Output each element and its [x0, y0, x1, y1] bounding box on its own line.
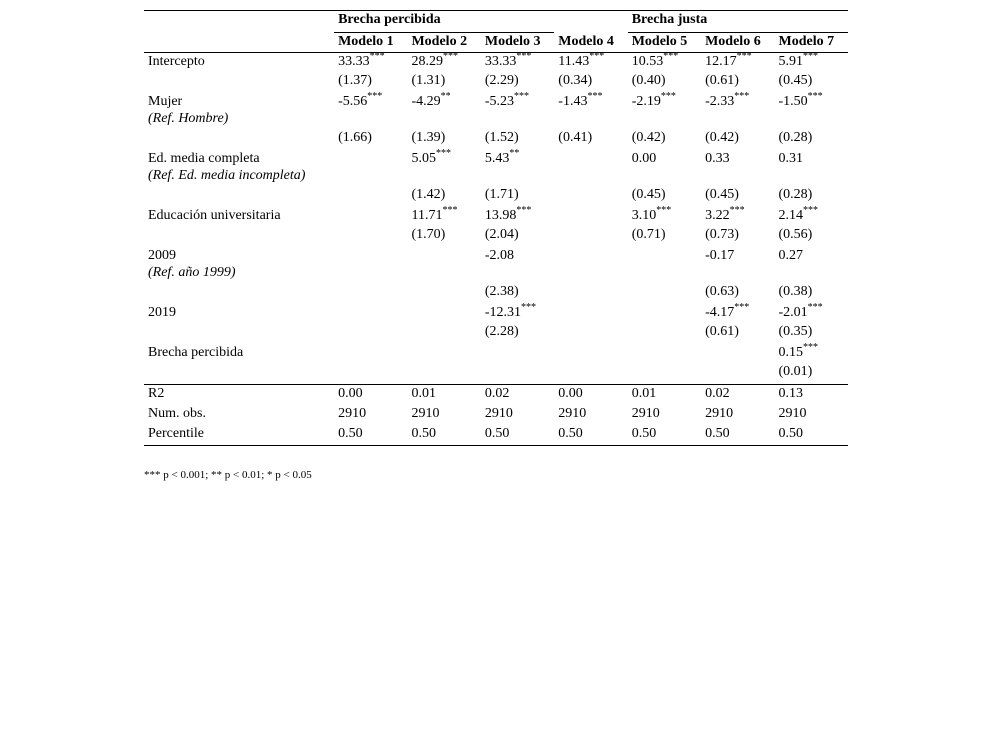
standard-error: (1.31) [411, 73, 446, 88]
coef-cell [701, 53, 774, 73]
standard-error: (0.71) [631, 227, 666, 242]
gof-value: 0.50 [778, 426, 803, 441]
coef-cell [334, 304, 407, 323]
coef-cell [407, 150, 480, 186]
standard-error: (0.63) [705, 284, 739, 299]
variable-label [144, 93, 334, 129]
standard-error [554, 186, 627, 207]
standard-error: (0.28) [778, 187, 813, 202]
coef-cell [334, 247, 407, 283]
significance-stars: *** [803, 205, 818, 216]
standard-error [334, 363, 407, 385]
gof-value: 0.02 [705, 386, 730, 401]
significance-stars: *** [807, 91, 823, 102]
standard-error: (0.35) [778, 324, 813, 339]
gof-value: 0.01 [411, 386, 436, 401]
coef-cell [554, 207, 627, 226]
coef-value: 0.27 [778, 248, 803, 263]
coef-cell [334, 207, 407, 226]
coef-value: 0.33 [705, 151, 730, 166]
se-label-spacer [144, 226, 334, 247]
variable-name: 2019 [148, 305, 176, 320]
coef-cell [775, 53, 849, 73]
standard-error: (0.45) [631, 187, 666, 202]
coef-cell [407, 93, 480, 129]
coef-value: 11.43 [558, 54, 590, 69]
reference-category: (Ref. Ed. media incompleta) [148, 168, 306, 183]
significance-stars: *** [442, 51, 458, 62]
standard-error: (2.38) [484, 284, 519, 299]
coef-value: -5.23 [484, 94, 515, 109]
significance-stars: *** [660, 91, 676, 102]
header-corner [144, 11, 334, 33]
coef-row [144, 304, 848, 323]
coef-cell [701, 344, 774, 363]
coef-cell [554, 247, 627, 283]
standard-error: (2.29) [484, 73, 519, 88]
standard-error: (1.71) [484, 187, 519, 202]
reference-category: (Ref. año 1999) [148, 265, 236, 280]
gof-label: R2 [148, 386, 165, 401]
significance-stars: *** [656, 205, 672, 216]
coef-cell [554, 150, 627, 186]
significance-stars: *** [803, 342, 818, 353]
standard-error [628, 283, 701, 304]
coef-row [144, 93, 848, 129]
coefficient-rows [144, 53, 848, 385]
coef-value: -2.08 [484, 248, 515, 263]
gof-value: 2910 [411, 406, 440, 421]
model-header: Modelo 4 [558, 33, 614, 49]
variable-name: Educación universitaria [148, 208, 281, 223]
standard-error: (0.34) [558, 73, 593, 88]
significance-stars: *** [516, 51, 532, 62]
coef-cell [334, 53, 407, 73]
significance-note: *** p < 0.001; ** p < 0.01; * p < 0.05 [144, 469, 312, 481]
coef-value: 3.10 [631, 208, 657, 223]
gof-label: Percentile [148, 426, 204, 441]
standard-error [407, 283, 480, 304]
se-row [144, 226, 848, 247]
coef-cell [701, 207, 774, 226]
coef-cell [701, 247, 774, 283]
coef-value: 13.98 [484, 208, 517, 223]
gof-value: 2910 [484, 406, 513, 421]
se-row [144, 283, 848, 304]
regression-table [144, 10, 848, 446]
gof-value: 2910 [558, 406, 587, 421]
significance-stars: *** [369, 51, 385, 62]
standard-error: (0.73) [705, 227, 739, 242]
standard-error [628, 323, 701, 344]
coef-value: 33.33 [484, 54, 517, 69]
variable-name: Brecha percibida [148, 345, 244, 360]
significance-stars: *** [521, 302, 537, 313]
se-label-spacer [144, 72, 334, 93]
gof-value: 0.01 [631, 386, 657, 401]
standard-error [334, 283, 407, 304]
coef-value: 28.29 [411, 54, 443, 69]
standard-error: (0.45) [778, 73, 813, 88]
coef-cell [775, 150, 849, 186]
variable-label [144, 344, 334, 363]
variable-label [144, 207, 334, 226]
gof-value: 2910 [705, 406, 734, 421]
gof-value: 0.50 [484, 426, 510, 441]
coef-cell [407, 304, 480, 323]
model-header: Modelo 5 [628, 33, 701, 53]
standard-error: (0.56) [778, 227, 813, 242]
standard-error: (0.28) [778, 130, 813, 145]
standard-error [334, 186, 407, 207]
se-label-spacer [144, 363, 334, 385]
coef-cell [775, 304, 849, 323]
standard-error: (1.37) [338, 73, 372, 88]
coef-value: 0.00 [631, 151, 657, 166]
coef-cell [554, 344, 627, 363]
coef-cell [554, 93, 627, 129]
standard-error: (0.45) [705, 187, 739, 202]
coef-value: 5.43 [484, 151, 510, 166]
coef-value: -2.19 [631, 94, 661, 109]
variable-name: Ed. media completa [148, 151, 260, 166]
standard-error: (0.38) [778, 284, 813, 299]
standard-error [334, 226, 407, 247]
standard-error [701, 363, 774, 385]
standard-error: (2.28) [484, 324, 519, 339]
se-row [144, 72, 848, 93]
coef-cell [628, 93, 701, 129]
gof-value: 2910 [631, 406, 660, 421]
coef-cell [407, 247, 480, 283]
header-corner-lower [144, 33, 334, 53]
variable-label [144, 53, 334, 73]
standard-error [407, 363, 480, 385]
coef-cell [334, 93, 407, 129]
coef-value: -1.50 [778, 94, 808, 109]
coef-value: -1.43 [558, 94, 588, 109]
coef-cell [701, 150, 774, 186]
standard-error: (0.01) [778, 364, 813, 379]
variable-label [144, 150, 334, 186]
standard-error: (1.39) [411, 130, 446, 145]
significance-stars: *** [734, 302, 750, 313]
coef-cell [481, 53, 554, 73]
gof-row [144, 425, 848, 446]
coef-value: 5.91 [778, 54, 803, 69]
coef-cell [701, 93, 774, 129]
se-label-spacer [144, 129, 334, 150]
standard-error [554, 226, 627, 247]
coef-cell [554, 304, 627, 323]
significance-stars: *** [803, 51, 818, 62]
gof-value: 0.50 [411, 426, 436, 441]
significance-stars: *** [587, 91, 603, 102]
coef-cell [628, 344, 701, 363]
gof-value: 2910 [778, 406, 807, 421]
group-header-brecha-percibida: Brecha percibida [338, 12, 441, 27]
coef-value: -4.17 [705, 305, 735, 320]
standard-error [407, 323, 480, 344]
standard-error: (1.66) [338, 130, 372, 145]
se-row [144, 129, 848, 150]
variable-label [144, 247, 334, 283]
significance-stars: *** [663, 51, 679, 62]
coef-cell [628, 304, 701, 323]
coef-cell [481, 93, 554, 129]
significance-stars: *** [807, 302, 823, 313]
se-row [144, 323, 848, 344]
variable-name: Mujer [148, 94, 183, 109]
standard-error: (0.40) [631, 73, 666, 88]
model-header: Modelo 6 [701, 33, 774, 53]
coef-value: 12.17 [705, 54, 737, 69]
coef-cell [775, 344, 849, 363]
gof-value: 0.50 [338, 426, 363, 441]
reference-category: (Ref. Hombre) [148, 111, 229, 126]
coef-cell [481, 247, 554, 283]
coef-cell [407, 53, 480, 73]
se-label-spacer [144, 186, 334, 207]
standard-error [554, 363, 627, 385]
significance-stars: *** [729, 205, 745, 216]
gof-value: 0.50 [558, 426, 583, 441]
standard-error: (1.70) [411, 227, 446, 242]
coef-cell [481, 207, 554, 226]
significance-stars: ** [509, 148, 520, 159]
group-header-brecha-justa: Brecha justa [631, 12, 708, 27]
variable-label [144, 304, 334, 323]
gof-row [144, 405, 848, 425]
coef-cell [407, 207, 480, 226]
gof-row [144, 385, 848, 406]
coef-cell [628, 247, 701, 283]
goodness-of-fit-rows [144, 385, 848, 446]
significance-stars: *** [367, 91, 383, 102]
significance-stars: *** [435, 148, 451, 159]
standard-error [628, 363, 701, 385]
standard-error: (0.42) [631, 130, 666, 145]
standard-error [554, 283, 627, 304]
significance-stars: *** [736, 51, 752, 62]
standard-error: (2.04) [484, 227, 519, 242]
standard-error [334, 323, 407, 344]
standard-error [554, 323, 627, 344]
gof-value: 0.50 [705, 426, 730, 441]
coef-cell [481, 304, 554, 323]
gof-label: Num. obs. [148, 406, 206, 421]
coef-row [144, 207, 848, 226]
significance-stars: *** [516, 205, 532, 216]
coef-cell [775, 93, 849, 129]
model-header: Modelo 7 [775, 33, 849, 53]
coef-value: 0.15 [778, 345, 803, 360]
gof-value: 0.00 [338, 386, 363, 401]
coef-value: 33.33 [338, 54, 370, 69]
coef-cell [628, 150, 701, 186]
coef-cell [554, 53, 627, 73]
coef-value: -0.17 [705, 248, 735, 263]
coef-cell [481, 344, 554, 363]
coef-cell [775, 207, 849, 226]
group-header-gap [554, 11, 627, 33]
se-label-spacer [144, 323, 334, 344]
standard-error: (0.61) [705, 73, 739, 88]
se-label-spacer [144, 283, 334, 304]
coef-value: -4.29 [411, 94, 441, 109]
coef-row [144, 150, 848, 186]
coef-cell [628, 53, 701, 73]
standard-error: (0.42) [705, 130, 739, 145]
coef-value: 0.31 [778, 151, 803, 166]
coef-cell [407, 344, 480, 363]
coef-value: -5.56 [338, 94, 368, 109]
coef-value: 2.14 [778, 208, 803, 223]
coef-value: -2.33 [705, 94, 735, 109]
coef-value: 5.05 [411, 151, 436, 166]
coef-value: -12.31 [484, 305, 522, 320]
significance-stars: ** [440, 91, 451, 102]
se-row [144, 363, 848, 385]
coef-cell [701, 304, 774, 323]
table-header [144, 11, 848, 53]
model-header: Modelo 3 [481, 33, 554, 53]
significance-stars: *** [589, 51, 605, 62]
coef-value: 3.22 [705, 208, 730, 223]
coef-value: -2.01 [778, 305, 808, 320]
coef-cell [775, 247, 849, 283]
gof-value: 0.13 [778, 386, 803, 401]
gof-value: 0.02 [484, 386, 510, 401]
gof-value: 0.50 [631, 426, 657, 441]
coef-value: 11.71 [411, 208, 443, 223]
coef-row [144, 344, 848, 363]
coef-cell [334, 150, 407, 186]
significance-stars: *** [514, 91, 530, 102]
coef-value: 10.53 [631, 54, 664, 69]
standard-error: (1.52) [484, 130, 519, 145]
standard-error: (1.42) [411, 187, 446, 202]
model-header: Modelo 2 [407, 33, 480, 53]
coef-row [144, 53, 848, 73]
coef-cell [334, 344, 407, 363]
significance-stars: *** [442, 205, 458, 216]
variable-name: Intercepto [148, 54, 205, 69]
model-header: Modelo 1 [334, 33, 407, 53]
significance-stars: *** [734, 91, 750, 102]
coef-cell [628, 207, 701, 226]
coef-row [144, 247, 848, 283]
coef-cell [481, 150, 554, 186]
gof-value: 2910 [338, 406, 367, 421]
standard-error: (0.61) [705, 324, 739, 339]
standard-error [481, 363, 554, 385]
variable-name: 2009 [148, 248, 176, 263]
se-row [144, 186, 848, 207]
standard-error: (0.41) [558, 130, 593, 145]
gof-value: 0.00 [558, 386, 583, 401]
